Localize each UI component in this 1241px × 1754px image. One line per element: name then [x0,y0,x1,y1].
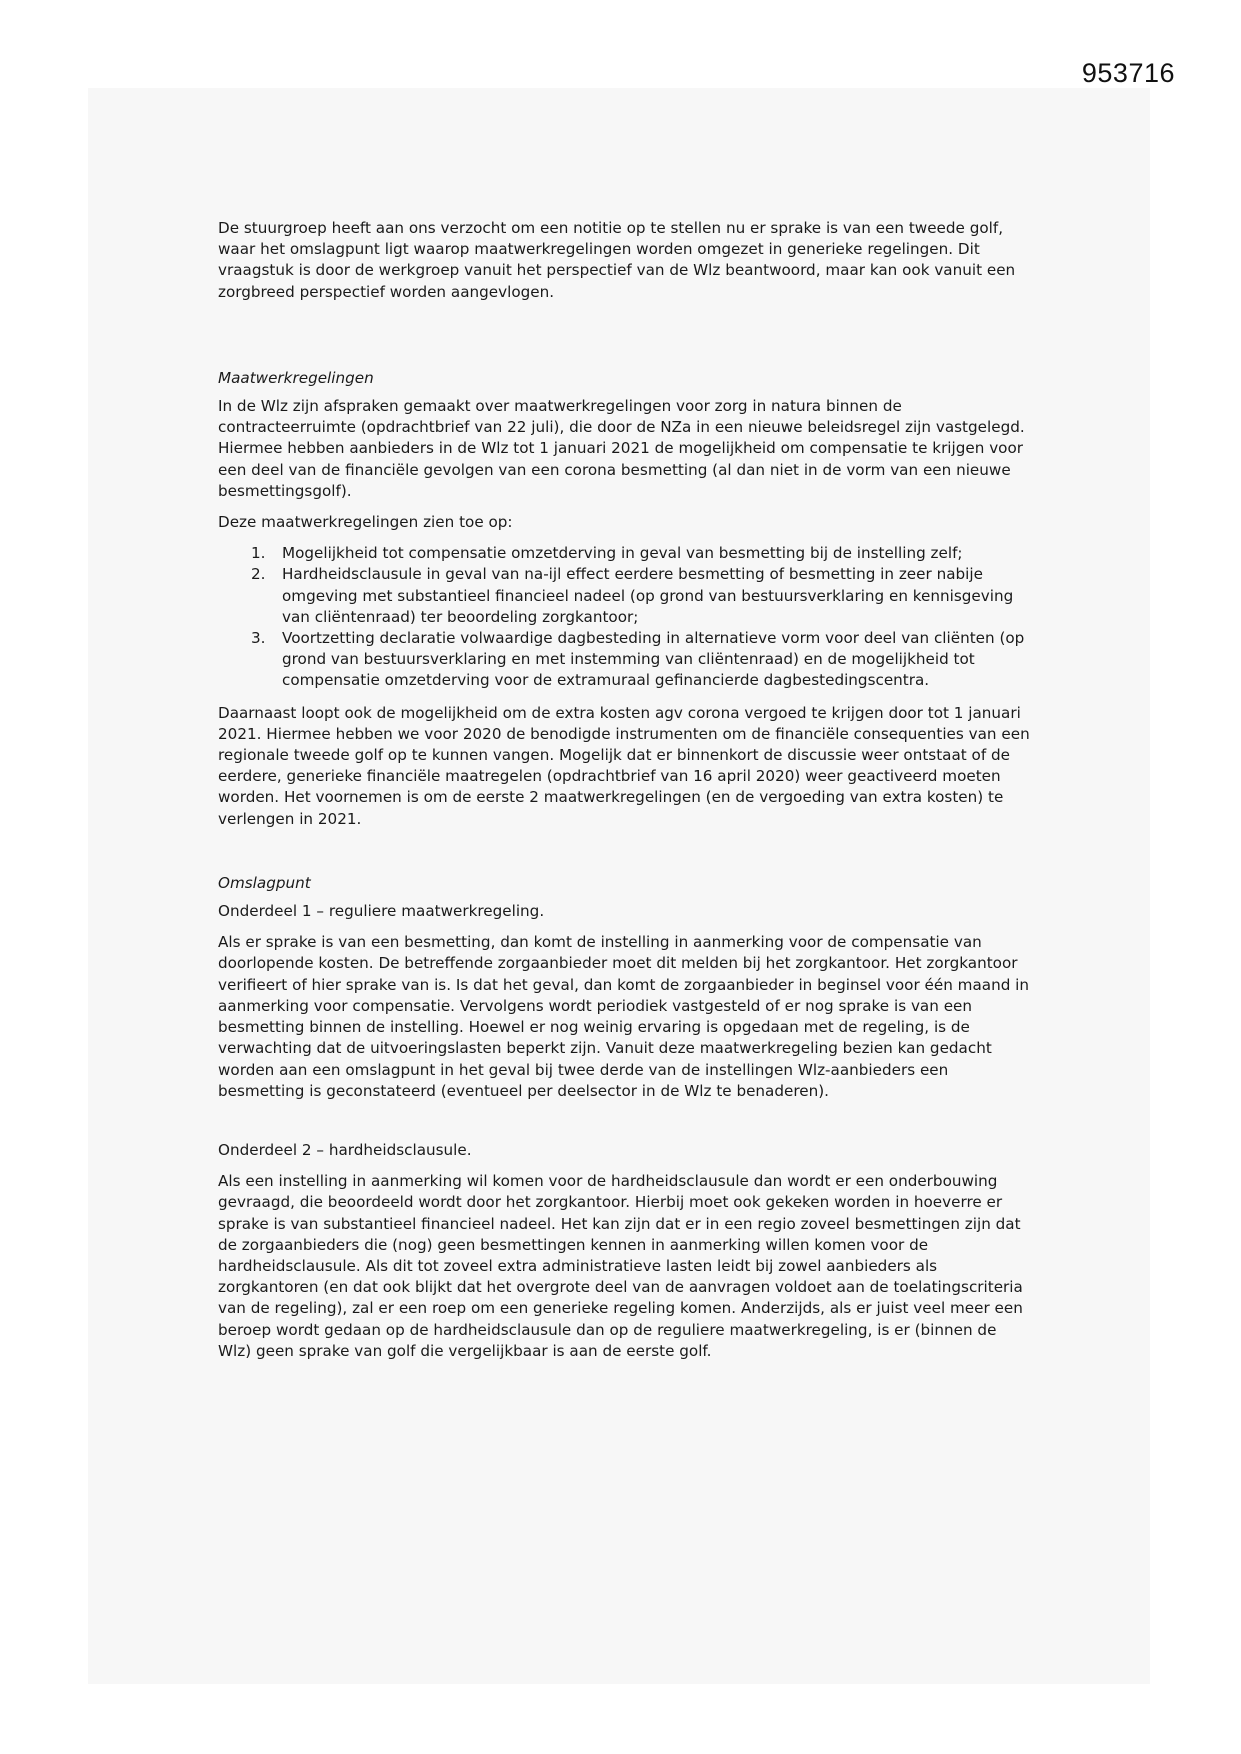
subsection-heading-onderdeel-1: Onderdeel 1 – reguliere maatwerkregeling. [218,902,545,921]
section-heading-omslagpunt: Omslagpunt [218,873,311,892]
list-item-text: Hardheidsclausule in geval van na-ijl effect eerdere besmetting of besmetting in zeer nabije omgeving met substantieel financieel nadeel (op grond van bestuursverklaring en kennisgeving van cliëntenraad) ter beoordeling zorgkantoor; [282,565,1014,626]
subsection-heading-onderdeel-2: Onderdeel 2 – hardheidsclausule. [218,1140,472,1159]
document-body [218,218,1033,1372]
intro-paragraph: De stuurgroep heeft aan ons verzocht om een notitie op te stellen nu er sprake is van een tweede golf, waar het omslagpunt ligt waarop maatwerkregelingen worden omgezet in generieke regelingen. Dit vraagstuk is door de werkgroep vanuit het perspectief van de Wlz beantwoord, maar kan ook vanuit een zorgbreed perspectief worden aangevlogen. [218,219,1016,301]
maatwerk-list [218,543,1033,691]
list-item-text: Mogelijkheid tot compensatie omzetderving in geval van besmetting bij de instelling zelf; [282,544,963,563]
section1-paragraph-1: In de Wlz zijn afspraken gemaakt over maatwerkregelingen voor zorg in natura binnen de contracteerruimte (opdrachtbrief van 22 juli), die door de NZa in een nieuwe beleidsregel zijn vastgelegd. Hiermee hebben aanbieders in de Wlz tot 1 januari 2021 de mogelijkheid om compensatie te krijgen voor een deel van de financiële gevolgen van een corona besmetting (al dan niet in de vorm van een nieuwe besmettingsgolf). [218,397,1025,500]
section-heading-maatwerkregelingen: Maatwerkregelingen [218,368,374,387]
list-item [218,628,1033,692]
list-item-number: 1. [251,544,266,563]
list-item-number: 2. [251,565,266,584]
section1-paragraph-2: Deze maatwerkregelingen zien toe op: [218,513,513,532]
list-item-number: 3. [251,629,266,648]
subsection-1-paragraph: Als er sprake is van een besmetting, dan komt de instelling in aanmerking voor de compensatie van doorlopende kosten. De betreffende zorgaanbieder moet dit melden bij het zorgkantoor. Het zorgkantoor verifieert of hier sprake van is. Is dat het geval, dan komt de zorgaanbieder in beginsel voor één maand in aanmerking voor compensatie. Vervolgens wordt periodiek vastgesteld of er nog sprake is van een besmetting binnen de instelling. Hoewel er nog weinig ervaring is opgedaan met de regeling, is de verwachting dat de uitvoeringslasten beperkt zijn. Vanuit deze maatwerkregeling bezien kan gedacht worden aan een omslagpunt in het geval bij twee derde van de instellingen Wlz-aanbieders een besmetting is geconstateerd (eventueel per deelsector in de Wlz te benaderen). [218,933,1030,1100]
list-item [218,564,1033,628]
document-number: 953716 [1081,58,1175,88]
list-item-text: Voortzetting declaratie volwaardige dagbesteding in alternatieve vorm voor deel van cliënten (op grond van bestuursverklaring en met instemming van cliëntenraad) en de mogelijkheid tot compensatie omzetderving voor de extramuraal gefinancierde dagbestedingscentra. [282,629,1025,690]
list-item [218,543,1033,564]
section1-paragraph-3: Daarnaast loopt ook de mogelijkheid om de extra kosten agv corona vergoed te krijgen door tot 1 januari 2021. Hiermee hebben we voor 2020 de benodigde instrumenten om de financiële consequenties van een regionale tweede golf op te kunnen vangen. Mogelijk dat er binnenkort de discussie weer ontstaat of de eerdere, generieke financiële maatregelen (opdrachtbrief van 16 april 2020) weer geactiveerd moeten worden. Het voornemen is om de eerste 2 maatwerkregelingen (en de vergoeding van extra kosten) te verlengen in 2021. [218,703,1030,828]
subsection-2-paragraph: Als een instelling in aanmerking wil komen voor de hardheidsclausule dan wordt er een onderbouwing gevraagd, die beoordeeld wordt door het zorgkantoor. Hierbij moet ook gekeken worden in hoeverre er sprake is van substantieel financieel nadeel. Het kan zijn dat er in een regio zoveel besmettingen zijn dat de zorgaanbieders die (nog) geen besmettingen kennen in aanmerking willen komen voor de hardheidsclausule. Als dit tot zoveel extra administratieve lasten leidt bij zowel aanbieders als zorgkantoren (en dat ook blijkt dat het overgrote deel van de aanvragen voldoet aan de toelatingscriteria van de regeling), zal er een roep om een generieke regeling komen. Anderzijds, als er juist veel meer een beroep wordt gedaan op de hardheidsclausule dan op de reguliere maatwerkregeling, is er (binnen de Wlz) geen sprake van golf die vergelijkbaar is aan de eerste golf. [218,1172,1023,1360]
